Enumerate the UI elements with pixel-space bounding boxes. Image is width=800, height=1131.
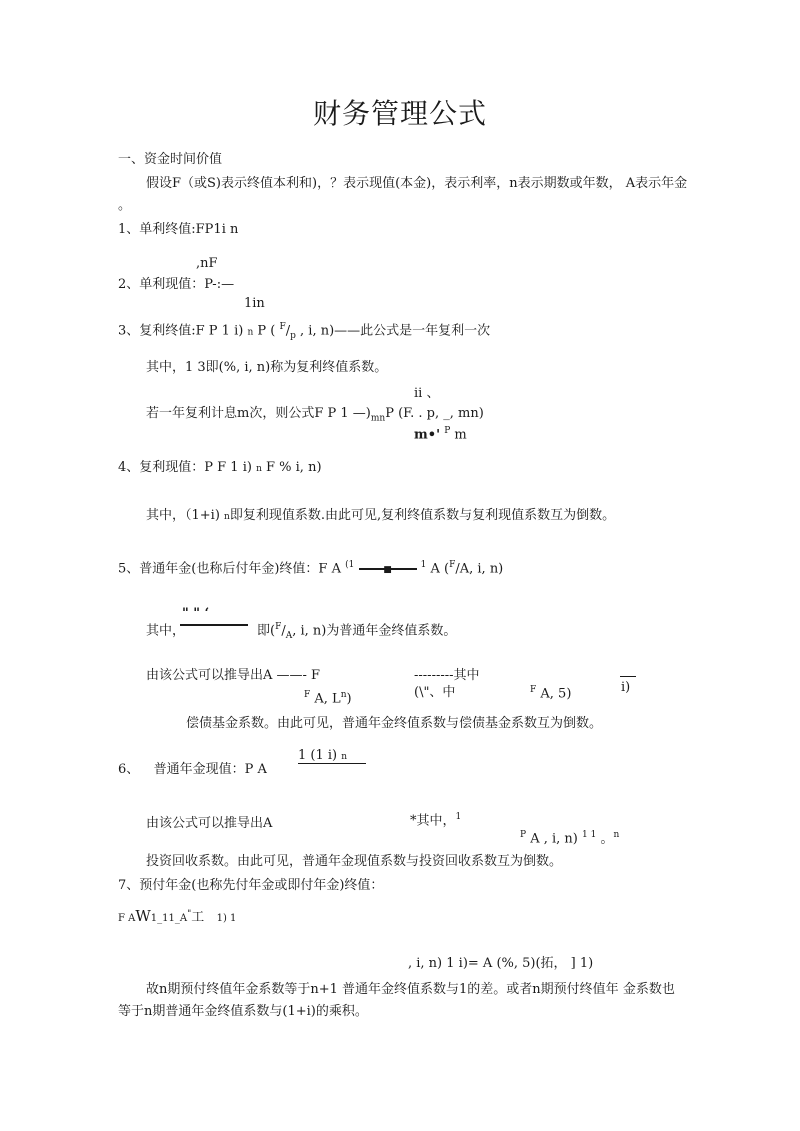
formula-6-paren xyxy=(520,830,619,847)
formula-7-paragraph-1: 故n期预付终值年金系数等于n+1 普通年金终值系数与1的差。或者n期预付终值年 金系数也 xyxy=(146,982,675,997)
formula-6-label: 6、 xyxy=(118,762,140,777)
formula-7-a: F A xyxy=(118,913,136,924)
formula-3m-sub-mn: mn xyxy=(370,413,386,424)
formula-2-denominator: 1in xyxy=(244,296,265,311)
formula-5-derive-sub-right xyxy=(530,685,571,702)
formula-4-note-pre: 其中，（1+i) xyxy=(146,508,220,523)
formula-4-note-post: 即复利现值系数.由此可见,复利终值系数与复利现值系数互为倒数。 xyxy=(229,508,616,523)
formula-7-garbled-line xyxy=(118,908,236,927)
formula-5-suffix-2: /A, i, n) xyxy=(455,561,504,577)
formula-7-f: 1) 1 xyxy=(216,913,237,924)
formula-4-note-sub: n xyxy=(224,512,230,522)
formula-7-b: W xyxy=(135,907,151,925)
formula-3-suffix: , i, n)——此公式是一年复利一次 xyxy=(300,323,491,339)
formula-5-note-post: , i, n)为普通年金终值系数。 xyxy=(292,623,457,639)
formula-3-note: 其中，1 3即(%, i, n)称为复利终值系数。 xyxy=(146,360,388,375)
formula-compound-present-value xyxy=(118,460,322,476)
formula-5-derive-sup-n: n xyxy=(340,690,347,700)
formula-6-note: 投资回收系数。由此可见，普通年金现值系数与投资回收系数互为倒数。 xyxy=(146,854,563,869)
formula-5-note-marks xyxy=(182,606,209,622)
formula-5-derive-sub-left xyxy=(304,690,352,707)
formula-6-other-text: *其中， xyxy=(410,813,456,829)
section-heading: 一、资金时间价值 xyxy=(118,152,223,167)
formula-6-other xyxy=(410,812,461,829)
formula-2-numerator: ,nF xyxy=(196,256,218,271)
formula-annuity-due-heading: 7、预付年金(也称先付年金或即付年金)终值： xyxy=(118,878,384,893)
formula-7-c: 1_11_A xyxy=(150,913,188,924)
formula-7-d: " xyxy=(187,909,192,920)
formula-5-derive-close: ) xyxy=(346,691,352,707)
formula-5-derive: 由该公式可以推导出A ——- F xyxy=(146,668,321,683)
formula-6-numerator xyxy=(298,748,347,764)
formula-5-derive-far-right: i) xyxy=(621,680,631,695)
formula-3m-bottom xyxy=(414,426,467,443)
formula-6-tail: 。 xyxy=(600,831,614,847)
formula-annuity-present-value xyxy=(118,762,267,778)
formula-6-other-sup: 1 xyxy=(455,812,462,822)
formula-3-mid: P ( xyxy=(257,323,276,339)
formula-simple-present-value: 2、单利现值：P-:— xyxy=(118,277,235,292)
formula-3-sup-f: F xyxy=(279,322,286,332)
formula-3m-bottom-m: m•' xyxy=(414,427,441,443)
formula-5-fraction-mark xyxy=(359,561,417,577)
formula-5-derive-overline xyxy=(620,676,636,677)
formula-4-suffix: F % i, n) xyxy=(266,460,322,475)
formula-5-suffix: A ( xyxy=(430,561,450,577)
formula-4-sub-n: n xyxy=(256,464,262,474)
formula-5-quote-marks: " " ‘ xyxy=(182,606,210,621)
formula-6-num-text: 1 (1 i) xyxy=(298,748,338,763)
formula-5-mid-mark: ■ xyxy=(383,565,392,576)
formula-5-note xyxy=(146,622,456,641)
formula-6-derive: 由该公式可以推导出A xyxy=(146,816,273,831)
formula-simple-future-value: 1、单利终值:FP1i n xyxy=(118,222,239,237)
formula-5-note-slash: / xyxy=(281,623,286,639)
formula-3-slash: / xyxy=(285,323,291,339)
formula-7-line2: , i, n) 1 i)= A (%, 5)(拓， ] 1) xyxy=(408,956,594,971)
intro-paragraph-end: 。 xyxy=(118,198,132,213)
formula-5-derive-sup-f: F xyxy=(304,690,311,700)
formula-3m-bottom-m2: m xyxy=(454,427,467,443)
formula-6-paren-sup: P xyxy=(520,830,527,840)
formula-5-note-sub: A xyxy=(285,630,293,641)
formula-7-e: 工 xyxy=(191,910,205,925)
formula-5-sup-2: 1 xyxy=(420,560,427,570)
formula-6-paren-sup2: 1 1 xyxy=(582,830,597,840)
formula-5-derive-a: A, L xyxy=(314,691,341,707)
formula-6-text: 普通年金现值：P A xyxy=(153,762,267,777)
formula-3m-top: ii 、 xyxy=(414,386,440,401)
formula-5-note-sup: F xyxy=(275,622,282,632)
formula-6-num-sub: n xyxy=(341,752,348,762)
formula-3-prefix: 3、复利终值:F P 1 i) xyxy=(118,323,244,339)
formula-6-paren-text: A , i, n) xyxy=(530,831,578,847)
formula-compound-future-value xyxy=(118,322,490,341)
formula-5-derive-sup-f2: F xyxy=(530,685,537,695)
formula-5-sup-1: (1 xyxy=(345,560,355,570)
formula-5-derive-right: A, 5) xyxy=(540,686,572,702)
formula-3m-bottom-sub: P xyxy=(444,426,451,436)
formula-3m-text-2: P (F. . p, _, mn) xyxy=(385,406,484,421)
intro-paragraph: 假设F（或S)表示终值本利和)，？表示现值(本金)，表示利率，n表示期数或年数， A表示年金 xyxy=(146,176,688,191)
formula-5-note-pre: 其中， xyxy=(146,623,186,639)
formula-3-sub-n: n xyxy=(247,327,254,338)
page-title: 财务管理公式 xyxy=(312,97,487,130)
formula-3m-main xyxy=(146,406,484,424)
formula-6-tail-sup: n xyxy=(613,830,620,840)
formula-4-note xyxy=(146,508,615,524)
formula-5-sup-f: F xyxy=(449,560,456,570)
formula-3-sub-p: p xyxy=(290,330,296,341)
formula-5-derive-sub-mid: (\"、中 xyxy=(414,685,456,700)
formula-4-prefix: 4、复利现值：P F 1 i) xyxy=(118,460,252,475)
formula-5-derive-note: 偿债基金系数。由此可见，普通年金终值系数与偿债基金系数互为倒数。 xyxy=(186,716,603,731)
formula-5-derive-dash: ---------其中 xyxy=(414,668,480,683)
formula-annuity-future-value xyxy=(118,560,503,577)
formula-5-prefix: 5、普通年金(也称后付年金)终值：F A xyxy=(118,561,341,577)
formula-7-paragraph-2: 等于n期普通年金终值系数与(1+i)的乘积。 xyxy=(118,1004,368,1019)
formula-3m-text: 若一年复利计息m次，则公式F P 1 —) xyxy=(146,406,371,421)
formula-5-note-mid: 即( xyxy=(257,623,276,639)
